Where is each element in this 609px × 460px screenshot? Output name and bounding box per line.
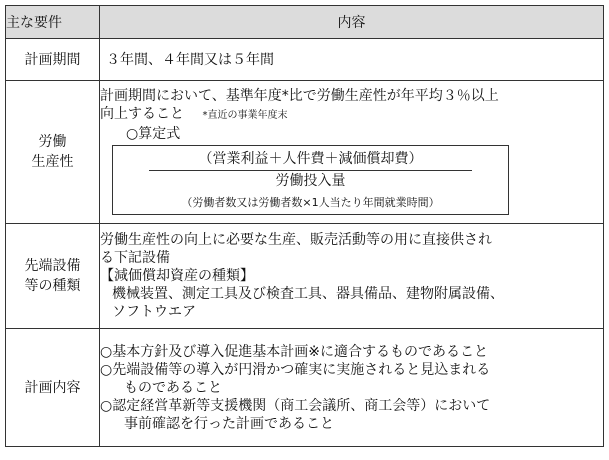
content-plan [100, 329, 604, 447]
content-productivity [100, 81, 604, 224]
formula-title: ○算定式 [126, 125, 181, 142]
plan-item2-line2: ものであること [124, 379, 222, 396]
productivity-line2 [100, 105, 603, 125]
formula-fraction-line [149, 170, 472, 171]
content-equipment [100, 224, 604, 329]
productivity-line2-main: 向上すること [100, 105, 184, 122]
equipment-line4: 機械装置、測定工具及び検査工具、器具備品、建物附属設備、 [112, 286, 504, 302]
formula-denominator: 労働投入量 [275, 172, 346, 189]
equipment-line2: る下記設備 [100, 250, 170, 266]
row-plan-period [6, 39, 604, 81]
label-equipment-line1: 先端設備 [24, 258, 81, 274]
formula-box [112, 145, 509, 215]
label-productivity-line1: 労働 [38, 134, 67, 150]
label-productivity [6, 81, 100, 224]
label-plan-content: 計画内容 [6, 329, 100, 447]
formula-denominator-note: （労働者数又は労働者数×1人当たり年間就業時間） [181, 195, 440, 209]
content-plan-period [100, 39, 604, 81]
formula-numerator: （営業利益＋人件費＋減価償却費） [198, 150, 423, 167]
label-plan-period: 計画期間 [6, 39, 100, 81]
plan-item3-line1: ○認定経営革新等支援機関（商工会議所、商工会等）において [100, 397, 491, 414]
label-equipment-line2: 等の種類 [24, 278, 81, 294]
label-equipment [6, 224, 100, 329]
row-productivity [6, 81, 604, 224]
label-productivity-line2: 生産性 [31, 154, 74, 170]
row-plan-content [6, 329, 604, 447]
row-equipment [6, 224, 604, 329]
header-content: 内容 [100, 6, 604, 39]
header-requirement: 主な要件 [6, 6, 100, 39]
productivity-line1: 計画期間において、基準年度*比で労働生産性が年平均３％以上 [100, 87, 499, 104]
plan-period-text: ３年間、４年間又は５年間 [106, 51, 274, 68]
requirements-table [5, 5, 604, 447]
plan-item3-line2: 事前確認を行った計画であること [124, 415, 334, 432]
plan-item2-line1: ○先端設備等の導入が円滑かつ確実に実施されると見込まれる [100, 361, 491, 378]
equipment-line3: 【減価償却資産の種類】 [100, 268, 254, 284]
productivity-footnote: *直近の事業年度末 [202, 109, 288, 121]
equipment-line5: ソフトウエア [112, 304, 196, 320]
plan-item1: ○基本方針及び導入促進基本計画※に適合するものであること [100, 343, 488, 360]
header-row [6, 6, 604, 39]
equipment-line1: 労働生産性の向上に必要な生産、販売活動等の用に直接供され [100, 232, 492, 248]
